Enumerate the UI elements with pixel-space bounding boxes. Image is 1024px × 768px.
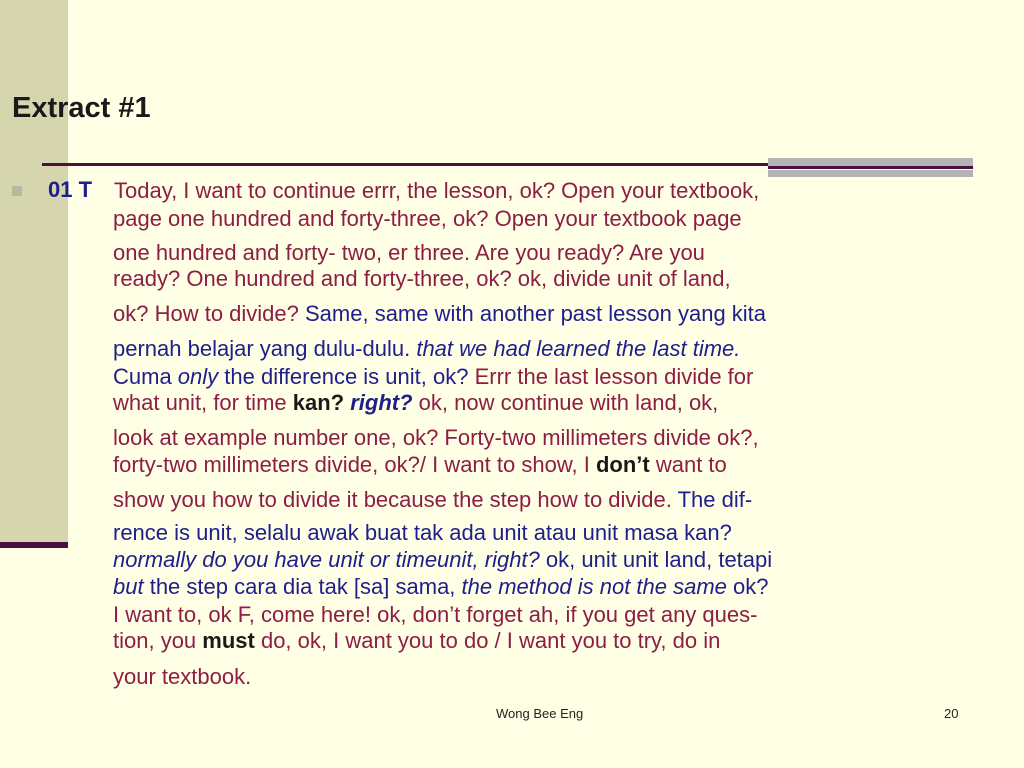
transcript-segment: your textbook. <box>113 664 252 689</box>
transcript-segment: ok? How to divide? <box>113 301 305 326</box>
transcript-segment: I want to, ok F, come here! ok, don’t forget ah, if you get any ques- <box>113 602 758 627</box>
transcript-line <box>113 364 753 390</box>
transcript-segment: ok? <box>726 574 769 599</box>
transcript-segment: right? <box>350 390 413 415</box>
transcript-segment: rence is unit, selalu awak buat tak ada unit atau unit masa kan? <box>113 520 732 545</box>
transcript-segment: Today, I want to continue errr, the lesson, ok? Open your textbook, <box>114 178 760 203</box>
transcript-segment: page one hundred and forty-three, ok? Open your textbook page <box>113 206 742 231</box>
transcript-line <box>113 425 759 451</box>
transcript-segment: Same, same with another past lesson yang kita <box>305 301 767 326</box>
transcript-segment: want to <box>649 452 727 477</box>
divider-accent-bottom <box>768 170 973 177</box>
transcript-segment: the method is not the same <box>461 574 727 599</box>
left-accent-bar <box>0 0 68 545</box>
transcript-segment: normally do you have unit or timeunit, right? <box>113 547 540 572</box>
transcript-segment: the step cara dia tak [sa] sama, <box>143 574 462 599</box>
transcript-segment: pernah belajar yang dulu-dulu. <box>113 336 417 361</box>
transcript-line <box>113 336 740 362</box>
transcript-segment: ok, unit unit land, tetapi <box>539 547 773 572</box>
transcript-line <box>114 178 759 204</box>
transcript-segment: tion, you <box>113 628 203 653</box>
transcript-line <box>113 452 727 478</box>
speaker-label: 01 T <box>48 177 93 202</box>
transcript-segment: ready? One hundred and forty-three, ok? ok, divide unit of land, <box>113 266 731 291</box>
transcript-segment: Errr the last lesson divide for <box>474 364 754 389</box>
transcript-line <box>113 240 705 266</box>
transcript-segment: Cuma <box>113 364 178 389</box>
transcript-segment: the difference is unit, ok? <box>218 364 475 389</box>
transcript-segment: what unit, for time <box>113 390 293 415</box>
transcript-segment: show you how to divide it because the step how to divide. <box>113 487 678 512</box>
transcript-segment: but <box>113 574 144 599</box>
transcript-line <box>113 390 718 416</box>
transcript-segment: look at example number one, ok? Forty-two millimeters divide ok?, <box>113 425 759 450</box>
transcript-line <box>113 547 772 573</box>
transcript-segment: do, ok, I want you to do / I want you to try, do in <box>254 628 721 653</box>
bullet-icon <box>12 186 22 196</box>
transcript-segment: The dif- <box>677 487 753 512</box>
transcript-line <box>113 206 742 232</box>
transcript-line <box>113 266 731 292</box>
transcript-line <box>113 664 251 690</box>
footer-author: Wong Bee Eng <box>496 706 584 721</box>
transcript-line <box>113 520 732 546</box>
left-accent-underline <box>0 542 68 548</box>
transcript-line <box>113 301 766 327</box>
transcript-line <box>113 602 757 628</box>
transcript-segment: ok, now continue with land, ok, <box>412 390 719 415</box>
transcript-segment: forty-two millimeters divide, ok?/ I want to show, I <box>113 452 596 477</box>
slide-title: Extract #1 <box>12 92 151 124</box>
divider-accent-middle <box>768 166 973 169</box>
transcript-segment: kan? <box>292 390 345 415</box>
transcript-segment: don’t <box>595 452 650 477</box>
transcript-line <box>113 628 720 654</box>
page-number: 20 <box>944 706 959 721</box>
transcript-segment: only <box>177 364 219 389</box>
transcript-segment: that we had learned the last time. <box>416 336 741 361</box>
transcript-line <box>113 574 769 600</box>
transcript-segment: one hundred and forty- two, er three. Are you ready? Are you <box>113 240 705 265</box>
transcript-line <box>113 487 752 513</box>
transcript-segment: must <box>202 628 255 653</box>
